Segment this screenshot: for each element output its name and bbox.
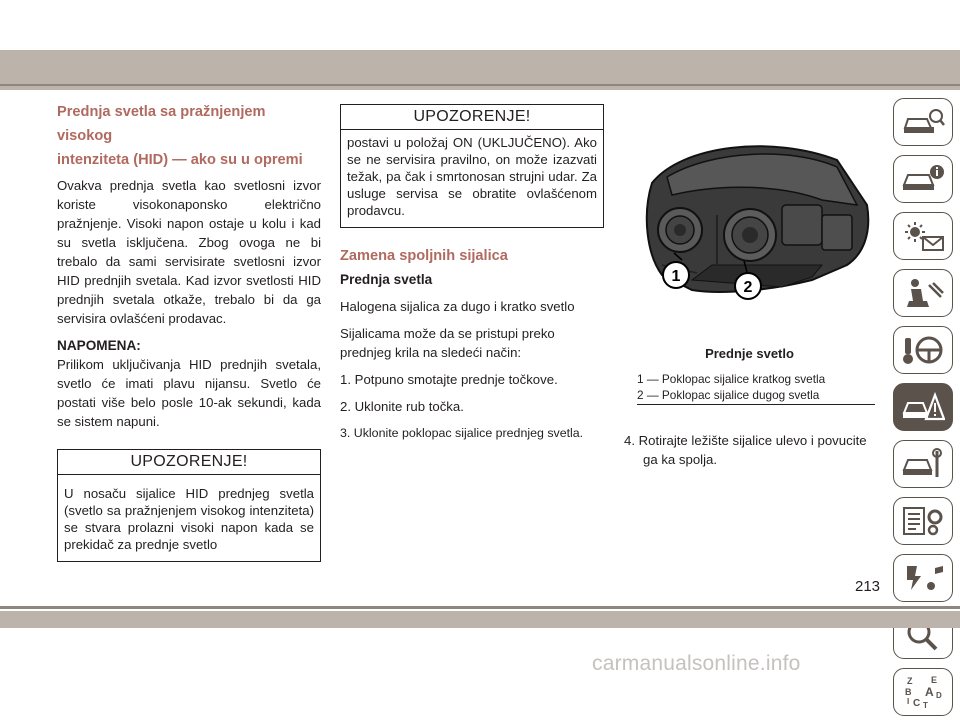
step-4 <box>624 431 890 469</box>
callout-1: 1 <box>671 268 681 285</box>
hid-paragraph: Ovakva prednja svetla kao svetlosni izvor koriste visokonaponsko električno pražnjenje. Visoki napon ostaje u kolu i kad su svetla isključena. Zbog ovoga ne bi trebalo da sami servisirate svetlosni izvor HID prednjih svetala. Kad izvor svetlosti HID prednjih svetala otkaže, trebalo bi da ga servisira ovlašćeni prodavac. <box>57 178 321 326</box>
index-letter-e: E <box>931 675 938 685</box>
subheading-headlights: Prednja svetla <box>340 272 433 287</box>
headlight-figure <box>622 105 877 310</box>
halogen-line: Halogena sijalica za dugo i kratko svetlo <box>340 299 575 314</box>
warning-body: U nosaču sijalice HID prednjeg svetla (svetlo sa pražnjenjem visokog intenziteta) se stvara prolazni visoki napon kada se prekidač za prednje svetlo <box>64 486 314 552</box>
header-rule <box>0 84 960 86</box>
figure-caption: Prednje svetlo <box>705 346 794 361</box>
index-letter-a: A <box>925 685 934 699</box>
light-mail-icon <box>901 220 945 252</box>
warning-title: UPOZORENJE! <box>58 450 320 475</box>
watermark: carmanualsonline.info <box>592 652 801 675</box>
index-letter-b: B <box>905 687 912 697</box>
warning-box-2 <box>340 104 604 228</box>
person-airbag-icon <box>901 277 945 309</box>
alphabet-index-icon <box>901 674 945 710</box>
page-number: 213 <box>855 578 881 595</box>
step-4-line-2: ga ka spolja. <box>643 452 718 467</box>
note-title: NAPOMENA: <box>57 338 141 353</box>
warning-body: postavi u položaj ON (UKLJUČENO). Ako se ne servisira pravilno, on može izazvati težak, pa čak i smrtonosan strujni udar. Za usluge servisa se obratite ovlašćenom prodavcu. <box>347 135 597 218</box>
warning-title: UPOZORENJE! <box>341 105 603 130</box>
hazard-car-icon <box>901 391 945 423</box>
tab-person-airbag[interactable] <box>893 269 953 317</box>
tab-list-gear[interactable] <box>893 497 953 545</box>
nav-music-icon <box>901 562 945 594</box>
section-tabs <box>893 98 960 725</box>
tab-car-wrench[interactable] <box>893 440 953 488</box>
list-gear-icon <box>901 505 945 537</box>
section-heading-bulbs: Zamena spoljnih sijalica <box>340 248 508 264</box>
headlight-illustration <box>622 105 877 305</box>
tab-car-search[interactable] <box>893 98 953 146</box>
step-4-line-1: 4. Rotirajte ležište sijalice ulevo i povucite <box>624 433 867 448</box>
footer-rule <box>0 606 960 609</box>
warning-box-1 <box>57 449 321 562</box>
car-wrench-icon <box>901 448 945 480</box>
access-paragraph: Sijalicama može da se pristupi preko prednjeg krila na sledeći način: <box>340 326 555 360</box>
figure-legend <box>637 371 825 403</box>
footer-band <box>0 611 960 628</box>
key-wheel-icon <box>901 334 945 366</box>
car-search-icon <box>901 106 945 138</box>
top-margin <box>0 0 960 50</box>
tab-alphabet-index[interactable] <box>893 668 953 716</box>
middle-column <box>340 104 604 451</box>
tab-light-mail[interactable] <box>893 212 953 260</box>
step-2: 2. Uklonite rub točka. <box>340 399 464 414</box>
legend-rule <box>637 404 875 405</box>
tab-nav-music[interactable] <box>893 554 953 602</box>
car-info-icon <box>901 163 945 195</box>
section-heading-hid <box>57 100 321 172</box>
step-1: 1. Potpuno smotajte prednje točkove. <box>340 372 558 387</box>
index-letter-t: T <box>923 701 928 710</box>
callout-2: 2 <box>743 279 753 296</box>
legend-item-2: 2 — Poklopac sijalice dugog svetla <box>637 388 820 402</box>
heading-line-1: Prednja svetla sa pražnjenjem visokog <box>57 104 266 144</box>
step-3: 3. Uklonite poklopac sijalice prednjeg svetla. <box>340 426 584 440</box>
tab-key-wheel[interactable] <box>893 326 953 374</box>
index-letter-z: Z <box>907 676 913 686</box>
index-letter-c: C <box>913 698 921 709</box>
heading-line-2: intenziteta (HID) — ako su u opremi <box>57 152 303 168</box>
tab-car-info[interactable] <box>893 155 953 203</box>
index-letter-d: D <box>936 691 942 700</box>
note-body: Prilikom uključivanja HID prednjih svetala, svetlo će imati plavu nijansu. Svetlo će postati više belo posle 10-ak sekundi, kada se sistem napuni. <box>57 357 321 429</box>
legend-item-1: 1 — Poklopac sijalice kratkog svetla <box>637 372 826 386</box>
tab-hazard-car[interactable] <box>893 383 953 431</box>
left-column <box>57 100 321 562</box>
index-letter-i: I <box>907 697 910 706</box>
